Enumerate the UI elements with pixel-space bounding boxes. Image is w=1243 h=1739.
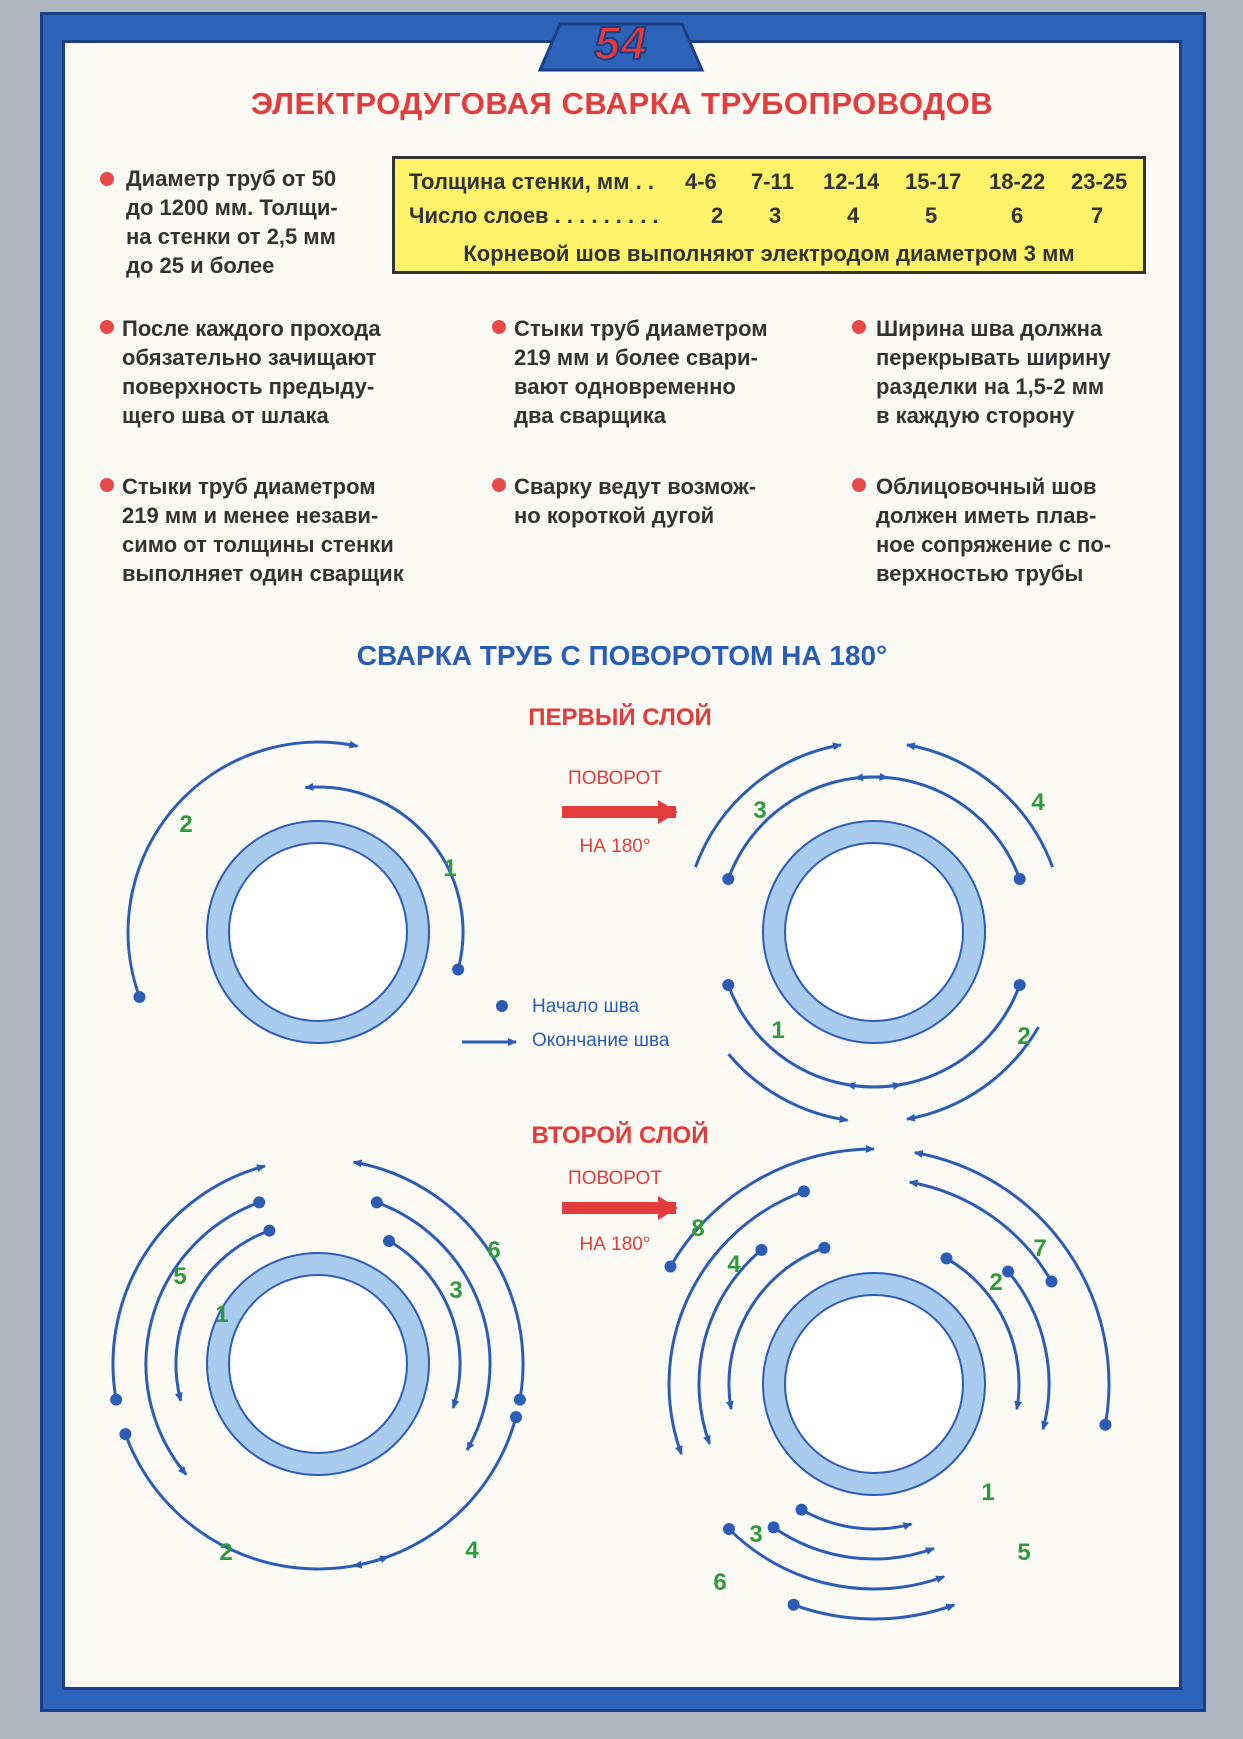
weld-start-dot xyxy=(110,1394,122,1406)
weld-start-dot xyxy=(818,1242,830,1254)
weld-start-dot xyxy=(788,1599,800,1611)
page-number: 54 xyxy=(594,17,648,69)
weld-start-dot xyxy=(383,1235,395,1247)
rotation-label: ПОВОРОТ xyxy=(568,768,662,789)
table-cell: 4 xyxy=(847,203,860,228)
weld-start-dot xyxy=(1014,873,1026,885)
pass-number: 8 xyxy=(691,1215,705,1242)
rotation-label: НА 180° xyxy=(579,1234,651,1255)
pass-number: 1 xyxy=(443,855,457,882)
pass-number: 3 xyxy=(749,1521,763,1548)
pipe-section-2 xyxy=(763,821,985,1043)
weld-pass-arc xyxy=(729,1054,848,1120)
legend-start-icon xyxy=(496,1000,508,1012)
weld-start-dot xyxy=(1099,1419,1111,1431)
weld-start-dot xyxy=(722,873,734,885)
table-cell: 7-11 xyxy=(751,169,794,194)
weld-start-dot xyxy=(263,1225,275,1237)
legend-end-text: Окончание шва xyxy=(532,1030,670,1051)
weld-pass-arc xyxy=(794,1605,955,1619)
weld-start-dot xyxy=(452,964,464,976)
layer1-title: ПЕРВЫЙ СЛОЙ xyxy=(528,704,712,731)
weld-start-dot xyxy=(665,1261,677,1273)
table-cell: 5 xyxy=(925,203,938,228)
legend-start-text: Начало шва xyxy=(532,996,640,1017)
table-cell: 15-17 xyxy=(905,169,962,194)
weld-pass-arc xyxy=(774,1527,934,1559)
pass-number: 6 xyxy=(487,1237,501,1264)
pass-number: 4 xyxy=(727,1251,741,1278)
rotation-label: НА 180° xyxy=(579,836,651,857)
rule-text: Стыки труб диаметром 219 мм и более свари- вают одновременно два сварщика xyxy=(514,316,768,428)
page-title: ЭЛЕКТРОДУГОВАЯ СВАРКА ТРУБОПРОВОДОВ xyxy=(250,86,994,121)
pass-number: 3 xyxy=(449,1277,463,1304)
pass-number: 5 xyxy=(1017,1539,1031,1566)
weld-start-dot xyxy=(1002,1266,1014,1278)
table-cell: 4-6 xyxy=(685,169,717,194)
rule-text: После каждого прохода обязательно зачищают поверхность предыду- щего шва от шлака xyxy=(122,316,381,428)
pipe-section-1 xyxy=(207,821,429,1043)
pass-number: 1 xyxy=(981,1479,995,1506)
pass-number: 3 xyxy=(753,797,767,824)
table-cell: 23-25 xyxy=(1071,169,1128,194)
weld-start-dot xyxy=(119,1428,131,1440)
weld-pass-arc xyxy=(802,1510,912,1529)
table-cell: 3 xyxy=(769,203,782,228)
thickness-row-label: Толщина стенки, мм . . xyxy=(409,169,654,194)
section-title: СВАРКА ТРУБ С ПОВОРОТОМ НА 180° xyxy=(356,640,888,671)
weld-start-dot xyxy=(514,1394,526,1406)
weld-start-dot xyxy=(371,1196,383,1208)
weld-start-dot xyxy=(1014,979,1026,991)
weld-pass-arc xyxy=(910,1182,1052,1281)
weld-start-dot xyxy=(722,979,734,991)
rule-text: Сварку ведут возмож- но короткой дугой xyxy=(514,474,757,528)
pass-number: 1 xyxy=(771,1017,785,1044)
pipe-section-4 xyxy=(763,1273,985,1495)
weld-start-dot xyxy=(796,1504,808,1516)
weld-start-dot xyxy=(723,1523,735,1535)
weld-start-dot xyxy=(768,1521,780,1533)
pass-number: 2 xyxy=(179,811,193,838)
table-note: Корневой шов выполняют электродом диаметром 3 мм xyxy=(463,241,1075,266)
table-cell: 6 xyxy=(1011,203,1024,228)
pass-number: 6 xyxy=(713,1569,727,1596)
weld-pass-arc xyxy=(699,1250,761,1444)
rule-text: Облицовочный шов должен иметь плав- ное сопряжение с по- верхностью трубы xyxy=(876,474,1112,586)
weld-start-dot xyxy=(756,1244,768,1256)
pass-number: 2 xyxy=(1017,1023,1031,1050)
pass-number: 4 xyxy=(465,1537,479,1564)
pipe-section-3 xyxy=(207,1253,429,1475)
rule-text: Стыки труб диаметром 219 мм и менее незави- симо от толщины стенки выполняет один сварщик xyxy=(122,474,404,586)
table-cell: 7 xyxy=(1091,203,1104,228)
pass-number: 7 xyxy=(1033,1235,1047,1262)
rotation-label: ПОВОРОТ xyxy=(568,1168,662,1189)
pass-number: 2 xyxy=(989,1269,1003,1296)
weld-start-dot xyxy=(941,1252,953,1264)
weld-start-dot xyxy=(1046,1276,1058,1288)
table-cell: 18-22 xyxy=(989,169,1046,194)
layers-row-label: Число слоев . . . . . . . . . xyxy=(409,203,659,228)
pass-number: 1 xyxy=(215,1301,229,1328)
table-cell: 12-14 xyxy=(823,169,880,194)
pass-number: 5 xyxy=(173,1263,187,1290)
table-cell: 2 xyxy=(711,203,724,228)
weld-start-dot xyxy=(798,1185,810,1197)
rule-text: Ширина шва должна перекрывать ширину разделки на 1,5-2 мм в каждую сторону xyxy=(876,316,1111,428)
weld-start-dot xyxy=(134,991,146,1003)
pass-number: 4 xyxy=(1031,789,1045,816)
weld-start-dot xyxy=(510,1411,522,1423)
weld-start-dot xyxy=(253,1196,265,1208)
intro-text: Диаметр труб от 50 до 1200 мм. Толщи- на стенки от 2,5 мм до 25 и более xyxy=(126,166,338,278)
layer2-title: ВТОРОЙ СЛОЙ xyxy=(531,1122,709,1149)
pass-number: 2 xyxy=(219,1539,233,1566)
